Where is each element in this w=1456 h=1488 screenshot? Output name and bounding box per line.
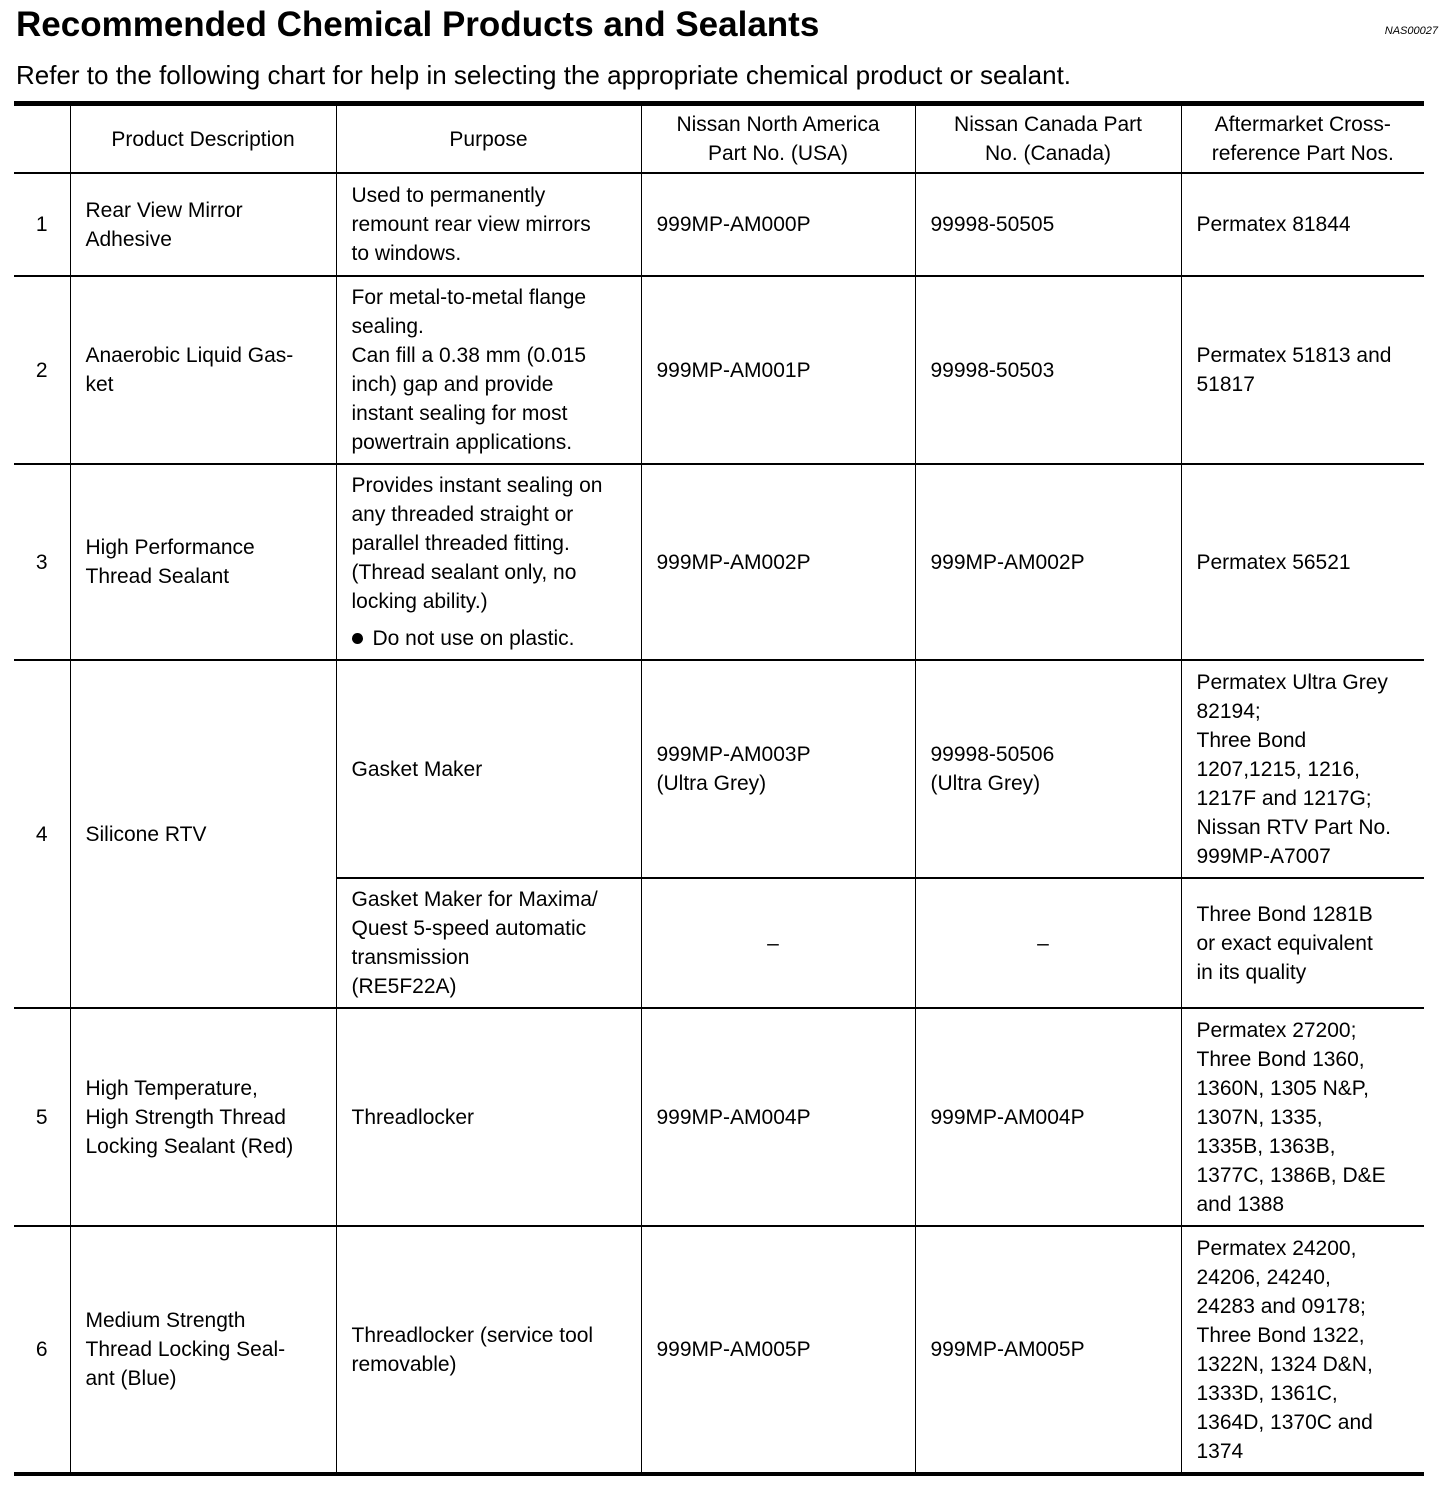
purpose: Gasket Maker for Maxima/ Quest 5-speed automatic transmission (RE5F22A): [336, 878, 641, 1008]
usa-part-no: 999MP-AM001P: [641, 276, 915, 464]
canada-part-no: 999MP-AM002P: [915, 464, 1181, 660]
page-title: Recommended Chemical Products and Sealants: [16, 5, 820, 44]
document-id: NAS00027: [1384, 25, 1438, 37]
aftermarket-part-nos: Permatex 27200; Three Bond 1360, 1360N, 1305 N&P, 1307N, 1335, 1335B, 1363B, 1377C, 1386B, D&E and 1388: [1181, 1008, 1424, 1226]
purpose: Used to permanently remount rear view mirrors to windows.: [336, 173, 641, 276]
row-number: 3: [14, 464, 70, 660]
header-usa-part-no: Nissan North America Part No. (USA): [641, 104, 915, 174]
purpose-bullet: Do not use on plastic.: [352, 624, 631, 653]
header-canada-part-no: Nissan Canada Part No. (Canada): [915, 104, 1181, 174]
table-row: [14, 464, 1424, 660]
usa-part-no: 999MP-AM000P: [641, 173, 915, 276]
product-description: High Temperature, High Strength Thread Locking Sealant (Red): [70, 1008, 336, 1226]
aftermarket-part-nos: Permatex 51813 and 51817: [1181, 276, 1424, 464]
aftermarket-part-nos: Three Bond 1281B or exact equivalent in its quality: [1181, 878, 1424, 1008]
row-number: 6: [14, 1226, 70, 1474]
aftermarket-part-nos: Permatex 56521: [1181, 464, 1424, 660]
header-number: [14, 104, 70, 174]
canada-part-no: 99998-50503: [915, 276, 1181, 464]
purpose: Threadlocker (service tool removable): [336, 1226, 641, 1474]
row-number: 1: [14, 173, 70, 276]
canada-part-no: 999MP-AM004P: [915, 1008, 1181, 1226]
product-description: Rear View Mirror Adhesive: [70, 173, 336, 276]
purpose: For metal-to-metal flange sealing. Can fill a 0.38 mm (0.015 inch) gap and provide instant sealing for most powertrain applications.: [336, 276, 641, 464]
aftermarket-part-nos: Permatex 81844: [1181, 173, 1424, 276]
usa-part-no: 999MP-AM005P: [641, 1226, 915, 1474]
product-description: Silicone RTV: [70, 660, 336, 1008]
purpose: Gasket Maker: [336, 660, 641, 878]
table-row: [14, 1226, 1424, 1474]
table-row: [14, 173, 1424, 276]
table-row: [14, 1008, 1424, 1226]
table-header-row: [14, 104, 1424, 174]
chemical-products-table: [14, 101, 1424, 1476]
usa-part-no: –: [641, 878, 915, 1008]
usa-part-no: 999MP-AM003P (Ultra Grey): [641, 660, 915, 878]
canada-part-no: 999MP-AM005P: [915, 1226, 1181, 1474]
purpose: Threadlocker: [336, 1008, 641, 1226]
table-row: [14, 660, 1424, 878]
bullet-icon: [352, 633, 363, 644]
canada-part-no: –: [915, 878, 1181, 1008]
header-aftermarket-part-nos: Aftermarket Cross- reference Part Nos.: [1181, 104, 1424, 174]
canada-part-no: 99998-50505: [915, 173, 1181, 276]
purpose: Provides instant sealing on any threaded straight or parallel threaded fitting. (Thread sealant only, no locking ability.) Do not use on plastic.: [336, 464, 641, 660]
header-product-description: Product Description: [70, 104, 336, 174]
canada-part-no: 99998-50506 (Ultra Grey): [915, 660, 1181, 878]
header-purpose: Purpose: [336, 104, 641, 174]
row-number: 5: [14, 1008, 70, 1226]
aftermarket-part-nos: Permatex 24200, 24206, 24240, 24283 and 09178; Three Bond 1322, 1322N, 1324 D&N, 1333D, 1361C, 1364D, 1370C and 1374: [1181, 1226, 1424, 1474]
row-number: 2: [14, 276, 70, 464]
usa-part-no: 999MP-AM002P: [641, 464, 915, 660]
product-description: High Performance Thread Sealant: [70, 464, 336, 660]
product-description: Medium Strength Thread Locking Seal- ant (Blue): [70, 1226, 336, 1474]
usa-part-no: 999MP-AM004P: [641, 1008, 915, 1226]
product-description: Anaerobic Liquid Gas- ket: [70, 276, 336, 464]
intro-text: Refer to the following chart for help in selecting the appropriate chemical product or sealant.: [16, 60, 1072, 90]
aftermarket-part-nos: Permatex Ultra Grey 82194; Three Bond 1207,1215, 1216, 1217F and 1217G; Nissan RTV Part No. 999MP-A7007: [1181, 660, 1424, 878]
table-row: [14, 276, 1424, 464]
row-number: 4: [14, 660, 70, 1008]
